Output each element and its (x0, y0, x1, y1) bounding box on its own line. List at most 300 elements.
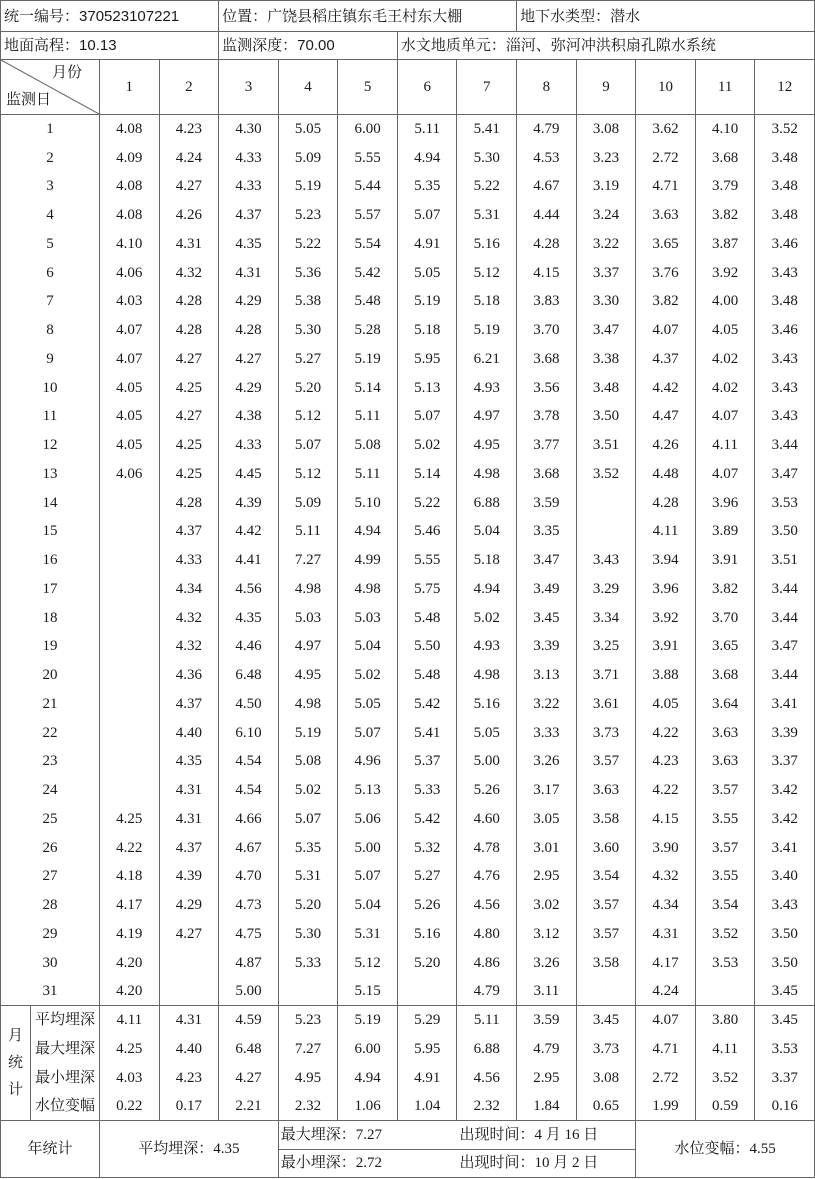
depth-cell: 5.05 (457, 719, 517, 748)
depth-cell: 5.13 (398, 374, 458, 403)
depth-cell: 3.51 (577, 431, 637, 460)
depth-cell: 5.35 (279, 834, 339, 863)
month-header-cell: 4 (279, 60, 339, 115)
depth-cell: 4.37 (160, 690, 220, 719)
stat-cell: 3.45 (755, 1006, 815, 1035)
depth-cell: 4.30 (219, 115, 279, 144)
depth-cell: 4.56 (219, 575, 279, 604)
depth-cell (577, 518, 637, 547)
depth-cell: 3.17 (517, 776, 577, 805)
depth-cell: 3.70 (517, 316, 577, 345)
depth-cell: 4.31 (219, 259, 279, 288)
depth-cell (100, 661, 160, 690)
stat-label: 最小埋深 (31, 1064, 100, 1093)
depth-cell: 3.50 (577, 403, 637, 432)
day-label: 2 (1, 144, 100, 173)
depth-cell: 4.91 (398, 230, 458, 259)
depth-cell: 4.28 (219, 316, 279, 345)
depth-cell: 5.10 (338, 489, 398, 518)
depth-cell: 3.47 (577, 316, 637, 345)
depth-cell: 4.37 (160, 518, 220, 547)
depth-cell: 5.07 (338, 719, 398, 748)
depth-cell: 4.07 (100, 345, 160, 374)
day-label: 26 (1, 834, 100, 863)
depth-cell: 4.02 (696, 374, 756, 403)
depth-cell: 3.65 (696, 633, 756, 662)
depth-cell: 3.49 (517, 575, 577, 604)
month-header-cell: 1 (100, 60, 160, 115)
depth-cell: 4.75 (219, 920, 279, 949)
depth-cell: 5.20 (279, 374, 339, 403)
depth-cell: 4.06 (100, 259, 160, 288)
day-label: 9 (1, 345, 100, 374)
depth-cell: 3.45 (517, 604, 577, 633)
annual-stats-title-text: 年统计 (27, 1140, 73, 1157)
ground-elevation-field (1, 32, 219, 60)
depth-cell: 3.48 (755, 201, 815, 230)
depth-cell: 3.92 (696, 259, 756, 288)
depth-cell: 4.03 (100, 288, 160, 317)
depth-cell: 3.47 (755, 460, 815, 489)
depth-cell: 4.47 (636, 403, 696, 432)
depth-cell: 4.94 (457, 575, 517, 604)
day-label: 1 (1, 115, 100, 144)
depth-cell: 4.11 (636, 518, 696, 547)
day-label: 17 (1, 575, 100, 604)
depth-cell: 3.92 (636, 604, 696, 633)
depth-cell: 3.46 (755, 316, 815, 345)
depth-cell: 4.31 (160, 230, 220, 259)
depth-cell: 5.13 (338, 776, 398, 805)
depth-cell: 3.05 (517, 805, 577, 834)
depth-cell: 5.42 (398, 805, 458, 834)
depth-cell: 3.65 (636, 230, 696, 259)
depth-cell (100, 518, 160, 547)
depth-cell: 5.18 (457, 546, 517, 575)
depth-cell: 5.12 (338, 949, 398, 978)
depth-cell: 4.37 (219, 201, 279, 230)
stat-cell: 4.31 (160, 1006, 220, 1035)
stat-cell: 4.94 (338, 1064, 398, 1093)
depth-cell: 4.42 (636, 374, 696, 403)
annual-min-depth (279, 1150, 458, 1179)
depth-cell: 4.35 (219, 230, 279, 259)
month-header-cell: 3 (219, 60, 279, 115)
depth-cell: 5.08 (279, 748, 339, 777)
stat-cell: 4.07 (636, 1006, 696, 1035)
groundwater-type-field (517, 1, 815, 32)
depth-cell: 3.82 (696, 575, 756, 604)
day-label: 14 (1, 489, 100, 518)
depth-cell: 4.31 (636, 920, 696, 949)
depth-cell: 5.27 (398, 863, 458, 892)
depth-cell: 3.57 (577, 891, 637, 920)
depth-cell: 5.19 (398, 288, 458, 317)
depth-cell: 3.44 (755, 431, 815, 460)
depth-cell: 6.21 (457, 345, 517, 374)
depth-cell: 4.98 (457, 460, 517, 489)
depth-cell: 6.88 (457, 489, 517, 518)
field-value: 广饶县稻庄镇东毛王村东大棚 (267, 7, 463, 25)
depth-cell (100, 575, 160, 604)
depth-cell (398, 978, 458, 1007)
stat-cell: 4.71 (636, 1035, 696, 1064)
depth-cell: 4.09 (100, 144, 160, 173)
depth-cell: 3.43 (755, 891, 815, 920)
stat-cell: 5.23 (279, 1006, 339, 1035)
depth-cell: 5.02 (398, 431, 458, 460)
month-header-cell: 5 (338, 60, 398, 115)
depth-cell (100, 690, 160, 719)
depth-cell: 3.39 (755, 719, 815, 748)
stat-cell: 5.29 (398, 1006, 458, 1035)
depth-cell: 4.42 (219, 518, 279, 547)
depth-cell: 5.11 (338, 403, 398, 432)
depth-cell: 3.38 (577, 345, 637, 374)
depth-cell: 4.73 (219, 891, 279, 920)
day-label: 19 (1, 633, 100, 662)
field-label: 监测深度： (222, 37, 298, 54)
depth-cell: 5.26 (457, 776, 517, 805)
depth-cell: 4.32 (160, 259, 220, 288)
depth-cell: 4.94 (398, 144, 458, 173)
depth-cell: 4.29 (219, 374, 279, 403)
depth-cell: 3.78 (517, 403, 577, 432)
depth-cell: 4.37 (160, 834, 220, 863)
depth-cell: 3.55 (696, 863, 756, 892)
depth-cell: 5.30 (457, 144, 517, 173)
stat-cell: 7.27 (279, 1035, 339, 1064)
depth-cell: 5.33 (398, 776, 458, 805)
depth-cell: 3.48 (755, 173, 815, 202)
day-label: 25 (1, 805, 100, 834)
depth-cell: 3.25 (577, 633, 637, 662)
depth-cell (696, 978, 756, 1007)
depth-cell: 3.96 (636, 575, 696, 604)
stat-cell: 6.48 (219, 1035, 279, 1064)
depth-cell: 3.48 (755, 288, 815, 317)
depth-cell: 3.53 (696, 949, 756, 978)
depth-cell: 4.78 (457, 834, 517, 863)
depth-cell: 4.25 (160, 431, 220, 460)
depth-cell: 4.15 (636, 805, 696, 834)
depth-cell: 4.67 (219, 834, 279, 863)
annual-max-depth (279, 1121, 458, 1150)
depth-cell: 5.48 (398, 604, 458, 633)
depth-cell: 3.68 (696, 661, 756, 690)
field-label: 位置： (222, 7, 268, 25)
depth-cell: 4.19 (100, 920, 160, 949)
depth-cell: 3.37 (577, 259, 637, 288)
depth-cell: 4.31 (160, 805, 220, 834)
depth-cell: 3.56 (517, 374, 577, 403)
depth-cell: 3.73 (577, 719, 637, 748)
stat-cell: 3.59 (517, 1006, 577, 1035)
depth-cell: 4.08 (100, 115, 160, 144)
depth-cell: 5.04 (338, 891, 398, 920)
depth-cell: 4.20 (100, 978, 160, 1007)
depth-cell: 4.28 (160, 288, 220, 317)
depth-cell: 5.57 (338, 201, 398, 230)
stat-cell: 4.40 (160, 1035, 220, 1064)
depth-cell: 5.33 (279, 949, 339, 978)
depth-cell: 5.27 (279, 345, 339, 374)
depth-cell: 4.05 (636, 690, 696, 719)
depth-cell: 3.23 (577, 144, 637, 173)
depth-cell: 4.32 (160, 633, 220, 662)
stat-cell: 1.99 (636, 1093, 696, 1122)
depth-cell: 5.20 (398, 949, 458, 978)
depth-cell: 4.39 (219, 489, 279, 518)
depth-cell: 3.39 (517, 633, 577, 662)
depth-cell: 5.07 (398, 403, 458, 432)
depth-cell: 5.32 (398, 834, 458, 863)
stat-cell: 0.22 (100, 1093, 160, 1122)
depth-cell: 5.19 (457, 316, 517, 345)
depth-cell: 4.23 (160, 115, 220, 144)
depth-cell: 3.52 (577, 460, 637, 489)
depth-cell: 4.99 (338, 546, 398, 575)
day-label: 29 (1, 920, 100, 949)
depth-cell: 4.38 (219, 403, 279, 432)
depth-cell: 5.30 (279, 920, 339, 949)
month-day-corner-cell (1, 60, 100, 115)
depth-cell: 3.58 (577, 949, 637, 978)
location-field (219, 1, 517, 32)
depth-cell: 3.68 (517, 460, 577, 489)
depth-cell: 4.98 (279, 575, 339, 604)
depth-cell: 5.28 (338, 316, 398, 345)
day-label: 4 (1, 201, 100, 230)
depth-cell: 4.27 (160, 403, 220, 432)
annual-stats-title (1, 1121, 100, 1178)
depth-cell: 4.54 (219, 776, 279, 805)
depth-cell: 5.38 (279, 288, 339, 317)
depth-cell: 5.37 (398, 748, 458, 777)
depth-cell: 4.98 (279, 690, 339, 719)
depth-cell: 4.07 (696, 403, 756, 432)
field-value: 4.55 (749, 1140, 776, 1157)
field-label: 统一编号： (4, 7, 80, 25)
depth-cell: 3.50 (755, 949, 815, 978)
day-label: 24 (1, 776, 100, 805)
depth-cell: 5.55 (338, 144, 398, 173)
depth-cell: 5.41 (398, 719, 458, 748)
station-id-field (1, 1, 219, 32)
depth-cell: 4.44 (517, 201, 577, 230)
depth-cell: 3.57 (696, 776, 756, 805)
depth-cell (577, 978, 637, 1007)
depth-cell: 5.04 (338, 633, 398, 662)
depth-cell: 5.03 (338, 604, 398, 633)
day-label: 3 (1, 173, 100, 202)
stat-cell: 6.88 (457, 1035, 517, 1064)
day-label: 27 (1, 863, 100, 892)
depth-cell: 3.26 (517, 748, 577, 777)
depth-cell: 4.95 (279, 661, 339, 690)
day-label: 18 (1, 604, 100, 633)
depth-cell: 3.22 (517, 690, 577, 719)
day-label: 16 (1, 546, 100, 575)
depth-cell: 4.00 (696, 288, 756, 317)
stat-cell: 2.72 (636, 1064, 696, 1093)
depth-cell: 3.57 (577, 748, 637, 777)
depth-cell: 6.00 (338, 115, 398, 144)
stat-cell: 5.19 (338, 1006, 398, 1035)
stat-cell: 4.25 (100, 1035, 160, 1064)
depth-cell: 4.94 (338, 518, 398, 547)
depth-cell: 5.09 (279, 489, 339, 518)
field-value: 2.72 (355, 1155, 382, 1171)
depth-cell: 4.08 (100, 201, 160, 230)
depth-cell: 4.34 (160, 575, 220, 604)
stat-cell: 4.27 (219, 1064, 279, 1093)
depth-cell: 4.08 (100, 173, 160, 202)
depth-cell: 3.88 (636, 661, 696, 690)
hydrogeologic-unit-field (398, 32, 815, 60)
month-header-cell: 10 (636, 60, 696, 115)
day-label: 5 (1, 230, 100, 259)
depth-cell: 3.71 (577, 661, 637, 690)
depth-cell: 4.27 (160, 920, 220, 949)
stat-cell: 1.04 (398, 1093, 458, 1122)
depth-cell: 7.27 (279, 546, 339, 575)
depth-cell: 3.12 (517, 920, 577, 949)
stat-cell: 3.53 (755, 1035, 815, 1064)
annual-avg-depth (100, 1121, 279, 1178)
depth-cell: 4.98 (457, 661, 517, 690)
depth-cell: 5.12 (457, 259, 517, 288)
depth-cell: 4.33 (219, 144, 279, 173)
stat-cell: 0.59 (696, 1093, 756, 1122)
stat-cell: 4.56 (457, 1064, 517, 1093)
depth-cell (160, 978, 220, 1007)
depth-cell: 3.63 (696, 719, 756, 748)
depth-cell: 4.37 (636, 345, 696, 374)
field-label: 最小埋深： (280, 1155, 356, 1171)
depth-cell: 4.46 (219, 633, 279, 662)
depth-cell: 3.43 (755, 374, 815, 403)
depth-cell (100, 489, 160, 518)
depth-cell: 5.02 (457, 604, 517, 633)
depth-cell: 4.67 (517, 173, 577, 202)
depth-cell: 3.68 (696, 144, 756, 173)
depth-cell: 3.58 (577, 805, 637, 834)
depth-cell: 4.28 (160, 316, 220, 345)
month-header-cell: 2 (160, 60, 220, 115)
field-value: 370523107221 (79, 7, 180, 25)
depth-cell: 5.02 (338, 661, 398, 690)
depth-cell: 3.82 (696, 201, 756, 230)
depth-cell: 5.19 (279, 173, 339, 202)
depth-cell: 5.55 (398, 546, 458, 575)
depth-cell: 3.82 (636, 288, 696, 317)
depth-cell: 5.00 (457, 748, 517, 777)
depth-cell: 5.48 (398, 661, 458, 690)
depth-cell: 5.07 (398, 201, 458, 230)
depth-cell: 6.48 (219, 661, 279, 690)
field-value: 4 月 16 日 (534, 1126, 599, 1143)
depth-cell: 3.61 (577, 690, 637, 719)
depth-cell: 3.43 (577, 546, 637, 575)
day-label: 20 (1, 661, 100, 690)
depth-cell: 3.54 (696, 891, 756, 920)
depth-cell: 4.50 (219, 690, 279, 719)
depth-cell: 5.03 (279, 604, 339, 633)
depth-cell: 4.29 (219, 288, 279, 317)
depth-cell: 3.55 (696, 805, 756, 834)
depth-cell: 3.50 (755, 920, 815, 949)
depth-cell: 4.33 (219, 173, 279, 202)
depth-cell: 3.44 (755, 575, 815, 604)
depth-cell: 3.91 (636, 633, 696, 662)
depth-cell: 4.35 (219, 604, 279, 633)
depth-cell: 4.87 (219, 949, 279, 978)
depth-cell: 4.10 (696, 115, 756, 144)
depth-cell: 4.86 (457, 949, 517, 978)
day-label: 10 (1, 374, 100, 403)
depth-cell: 5.09 (279, 144, 339, 173)
depth-cell: 3.22 (577, 230, 637, 259)
monthly-stats-title (1, 1006, 31, 1121)
depth-cell: 3.87 (696, 230, 756, 259)
field-value: 10.13 (79, 37, 117, 54)
depth-cell: 3.40 (755, 863, 815, 892)
depth-cell: 5.14 (398, 460, 458, 489)
depth-cell: 4.34 (636, 891, 696, 920)
field-label: 平均埋深： (138, 1140, 214, 1157)
depth-cell: 5.42 (398, 690, 458, 719)
depth-cell: 3.76 (636, 259, 696, 288)
field-label: 出现时间： (459, 1155, 535, 1171)
depth-cell: 5.15 (338, 978, 398, 1007)
depth-cell: 4.97 (457, 403, 517, 432)
depth-cell: 4.40 (160, 719, 220, 748)
stat-cell: 4.79 (517, 1035, 577, 1064)
depth-cell: 4.39 (160, 863, 220, 892)
depth-cell: 4.17 (636, 949, 696, 978)
stat-cell: 3.08 (577, 1064, 637, 1093)
stat-cell: 3.73 (577, 1035, 637, 1064)
depth-cell: 4.28 (517, 230, 577, 259)
depth-cell: 3.19 (577, 173, 637, 202)
depth-cell: 5.35 (398, 173, 458, 202)
depth-cell: 3.13 (517, 661, 577, 690)
depth-cell: 4.10 (100, 230, 160, 259)
depth-cell: 5.14 (338, 374, 398, 403)
stat-cell: 3.45 (577, 1006, 637, 1035)
depth-cell: 3.83 (517, 288, 577, 317)
depth-cell: 4.93 (457, 374, 517, 403)
depth-cell: 5.16 (457, 230, 517, 259)
depth-cell: 4.76 (457, 863, 517, 892)
depth-cell: 3.29 (577, 575, 637, 604)
stat-cell: 1.06 (338, 1093, 398, 1122)
depth-cell (100, 776, 160, 805)
field-label: 地下水类型： (520, 7, 611, 25)
stat-label: 最大埋深 (31, 1035, 100, 1064)
stat-cell: 4.91 (398, 1064, 458, 1093)
month-header-cell: 11 (696, 60, 756, 115)
depth-cell: 4.27 (160, 345, 220, 374)
stat-cell: 3.37 (755, 1064, 815, 1093)
depth-cell: 4.24 (160, 144, 220, 173)
day-label: 15 (1, 518, 100, 547)
depth-cell: 5.11 (279, 518, 339, 547)
depth-cell: 4.28 (160, 489, 220, 518)
depth-cell: 4.05 (100, 403, 160, 432)
depth-cell: 3.34 (577, 604, 637, 633)
